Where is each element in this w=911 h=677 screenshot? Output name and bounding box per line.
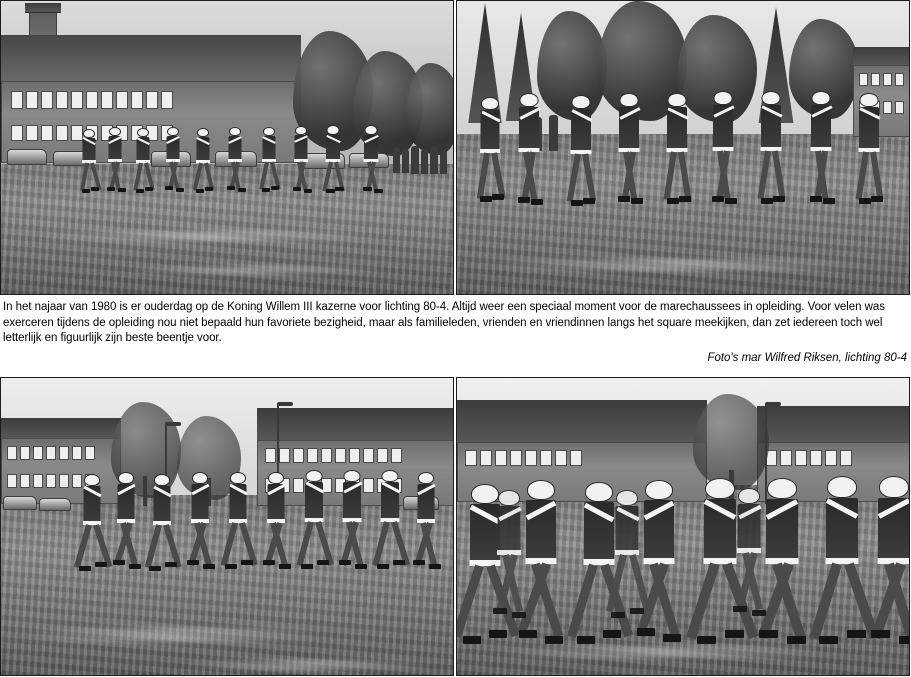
boot xyxy=(165,562,177,567)
helmet xyxy=(137,128,149,137)
wet-reflection xyxy=(121,266,381,274)
boot xyxy=(271,186,279,190)
boot xyxy=(241,560,253,565)
boot xyxy=(238,188,246,192)
window xyxy=(85,446,95,460)
soldier xyxy=(807,91,835,249)
boot xyxy=(95,562,107,567)
helmet xyxy=(860,93,879,107)
boot xyxy=(899,636,910,644)
leg xyxy=(758,151,771,199)
window xyxy=(131,91,143,109)
photo-top-left xyxy=(0,0,454,295)
window xyxy=(279,448,290,463)
building-roof xyxy=(457,400,707,444)
boot xyxy=(262,188,270,192)
window xyxy=(26,125,38,141)
spectator xyxy=(421,149,428,174)
wet-reflection xyxy=(487,259,867,271)
wet-reflection xyxy=(181,660,431,670)
photo-top-right xyxy=(456,0,910,295)
window xyxy=(840,450,852,466)
boot xyxy=(493,608,507,614)
helmet xyxy=(118,472,134,484)
helmet xyxy=(327,125,340,135)
boot xyxy=(136,189,144,193)
helmet xyxy=(762,91,781,105)
soldier xyxy=(291,126,311,210)
window xyxy=(59,474,69,488)
helmet xyxy=(365,125,378,135)
helmet xyxy=(705,478,735,499)
window-row xyxy=(265,448,402,463)
soldier xyxy=(113,472,139,634)
photo-bottom-right xyxy=(456,377,910,676)
window xyxy=(825,450,837,466)
boot xyxy=(263,560,275,565)
window xyxy=(335,448,346,463)
helmet xyxy=(154,474,170,486)
soldier xyxy=(637,480,681,674)
window xyxy=(321,448,332,463)
wet-reflection xyxy=(497,646,827,658)
window xyxy=(56,125,68,141)
boot xyxy=(205,187,213,191)
soldier xyxy=(759,478,805,674)
window xyxy=(780,450,792,466)
boot xyxy=(871,196,883,202)
helmet xyxy=(498,490,520,506)
boot xyxy=(859,198,871,204)
window xyxy=(540,450,552,466)
window xyxy=(293,448,304,463)
boot xyxy=(339,560,351,565)
window-row xyxy=(465,450,582,466)
boot xyxy=(531,199,543,205)
window xyxy=(41,125,53,141)
window-row xyxy=(765,450,852,466)
window xyxy=(895,73,904,86)
window xyxy=(555,450,567,466)
window xyxy=(116,91,128,109)
boot xyxy=(787,636,806,644)
boot xyxy=(463,636,481,644)
soldier xyxy=(259,127,279,209)
helmet xyxy=(481,97,499,110)
parked-car xyxy=(39,498,71,511)
soldier xyxy=(79,129,99,209)
window xyxy=(265,448,276,463)
soldier xyxy=(361,125,381,211)
photo-row-bottom xyxy=(0,377,911,676)
window xyxy=(101,91,113,109)
helmet xyxy=(572,95,591,109)
soldier xyxy=(519,480,563,674)
helmet xyxy=(197,128,209,137)
soldier xyxy=(515,93,543,249)
window xyxy=(7,474,17,488)
window xyxy=(895,101,904,114)
soldier xyxy=(477,97,503,247)
boot xyxy=(733,606,747,612)
window xyxy=(7,446,17,460)
helmet xyxy=(418,472,434,484)
helmet xyxy=(263,127,275,136)
parked-car xyxy=(7,149,47,165)
boot xyxy=(79,566,91,571)
boot xyxy=(196,189,204,193)
soldier xyxy=(149,474,175,634)
boot xyxy=(545,636,563,644)
boot xyxy=(145,187,153,191)
boot xyxy=(571,200,583,206)
window xyxy=(525,450,537,466)
window xyxy=(859,73,868,86)
waist-belt xyxy=(667,148,688,152)
lamp-head xyxy=(165,422,181,426)
soldier xyxy=(733,488,765,640)
helmet xyxy=(714,91,733,105)
boot xyxy=(492,194,504,200)
helmet xyxy=(192,472,208,484)
helmet xyxy=(167,127,179,136)
boot xyxy=(667,198,679,204)
window xyxy=(46,474,56,488)
spectator xyxy=(393,147,400,173)
window xyxy=(377,448,388,463)
helmet xyxy=(527,480,555,500)
window xyxy=(510,450,522,466)
spectator xyxy=(411,146,419,174)
helmet xyxy=(585,482,613,502)
helmet xyxy=(767,478,797,499)
boot xyxy=(301,564,313,569)
waist-belt xyxy=(761,147,782,151)
window xyxy=(871,73,880,86)
boot xyxy=(225,564,237,569)
photo-row-top xyxy=(0,0,911,295)
window xyxy=(883,101,892,114)
boot xyxy=(176,188,184,192)
boot xyxy=(583,198,595,204)
window xyxy=(391,448,402,463)
leg xyxy=(772,151,785,199)
window-row-upper xyxy=(11,91,173,109)
boot xyxy=(663,634,681,642)
helmet xyxy=(382,470,399,482)
boot xyxy=(712,196,724,202)
soldier xyxy=(413,472,439,634)
caption-block xyxy=(0,296,911,376)
boot xyxy=(413,560,425,565)
soldier xyxy=(709,91,737,249)
boot xyxy=(761,198,773,204)
parked-car xyxy=(3,496,37,510)
helmet xyxy=(645,480,673,500)
leg xyxy=(80,163,89,191)
boot xyxy=(429,564,441,569)
leg xyxy=(678,152,691,200)
window xyxy=(11,125,23,141)
soldier xyxy=(855,93,883,249)
boot xyxy=(697,636,716,644)
boot xyxy=(847,630,866,638)
window xyxy=(161,91,173,109)
boot xyxy=(631,198,643,204)
boot xyxy=(91,187,99,191)
boot xyxy=(480,196,492,202)
window xyxy=(465,450,477,466)
boot xyxy=(630,608,644,614)
boot xyxy=(203,564,215,569)
window xyxy=(33,446,43,460)
soldier xyxy=(819,476,865,674)
window xyxy=(26,91,38,109)
boot xyxy=(129,564,141,569)
soldier xyxy=(79,474,105,634)
boot xyxy=(810,196,822,202)
boot xyxy=(227,186,235,190)
spectator xyxy=(402,149,409,173)
window xyxy=(33,474,43,488)
soldier xyxy=(193,128,213,210)
window xyxy=(59,446,69,460)
helmet xyxy=(827,476,857,498)
boot xyxy=(679,196,691,202)
soldier xyxy=(663,93,691,249)
helmet xyxy=(520,93,539,107)
boot xyxy=(393,560,405,565)
leg xyxy=(664,152,677,200)
boot xyxy=(187,560,199,565)
wet-reflection xyxy=(21,628,321,642)
boot xyxy=(293,187,301,191)
waist-belt xyxy=(859,148,880,152)
soldier xyxy=(163,127,183,209)
window xyxy=(570,450,582,466)
boot xyxy=(107,187,115,191)
helmet xyxy=(620,93,639,107)
boot xyxy=(165,186,173,190)
window xyxy=(11,91,23,109)
helmet xyxy=(616,490,638,506)
onlooker xyxy=(549,115,558,151)
soldier xyxy=(323,125,343,211)
soldier xyxy=(611,490,643,640)
boot xyxy=(82,189,90,193)
window xyxy=(349,448,360,463)
window xyxy=(71,91,83,109)
soldier xyxy=(871,476,910,674)
boot xyxy=(335,187,344,191)
boot xyxy=(871,630,890,638)
leg xyxy=(477,153,490,199)
building-roof xyxy=(853,47,910,67)
lamp-head xyxy=(765,402,781,406)
soldier xyxy=(567,95,595,249)
soldier xyxy=(225,127,245,209)
window xyxy=(86,91,98,109)
soldier xyxy=(493,490,525,640)
waist-belt xyxy=(571,150,592,154)
soldier xyxy=(615,93,643,249)
window-row xyxy=(859,73,904,86)
building-roof xyxy=(1,418,121,440)
tree xyxy=(405,63,454,155)
spectator xyxy=(440,150,447,174)
boot xyxy=(118,188,126,192)
soldier xyxy=(187,472,213,634)
soldier xyxy=(339,470,365,634)
soldier xyxy=(105,127,125,209)
helmet xyxy=(879,476,909,498)
boot xyxy=(819,636,838,644)
helmet xyxy=(230,472,246,484)
soldier xyxy=(377,470,403,634)
boot xyxy=(377,564,389,569)
window xyxy=(363,448,374,463)
helmet xyxy=(306,470,323,482)
tower-roof xyxy=(25,3,61,13)
photo-credit: Foto's mar Wilfred Riksen, lichting 80-4 xyxy=(707,351,907,364)
soldier xyxy=(225,472,251,634)
photo-bottom-left xyxy=(0,377,454,676)
lamp-head xyxy=(277,402,293,406)
boot xyxy=(611,612,625,618)
boot xyxy=(773,196,785,202)
helmet xyxy=(295,126,307,135)
helmet xyxy=(84,474,100,486)
window xyxy=(146,91,158,109)
building-roof xyxy=(1,35,301,83)
caption-paragraph: In het najaar van 1980 is er ouderdag op de Koning Willem III kazerne voor lichting 80-4. Altijd weer een speciaal moment voor de marechaussees in opleiding. Voor velen was exerceren tijdens de opleiding nou niet bepaald hun favoriete bezigheid, maar als familieleden, vrienden en vriendinnen langs het square meekijken, dan zet iedereen toch wel letterlijk en figuurlijk zijn beste beentje voor. xyxy=(3,301,885,344)
soldier xyxy=(301,470,327,634)
boot xyxy=(577,636,595,644)
boot xyxy=(149,566,161,571)
boot xyxy=(374,189,383,193)
helmet xyxy=(109,127,121,136)
boot xyxy=(304,189,312,193)
boot xyxy=(279,564,291,569)
helmet xyxy=(268,472,284,484)
window xyxy=(46,446,56,460)
boot xyxy=(317,560,329,565)
leg xyxy=(133,163,143,191)
boot xyxy=(518,197,530,203)
boot xyxy=(618,196,630,202)
window xyxy=(307,448,318,463)
soldier xyxy=(263,472,289,634)
window xyxy=(480,450,492,466)
window xyxy=(41,91,53,109)
window xyxy=(20,474,30,488)
spectator xyxy=(430,147,438,174)
helmet xyxy=(229,127,241,136)
leg xyxy=(193,163,203,191)
soldier xyxy=(757,91,785,249)
wet-reflection xyxy=(41,231,381,241)
boot xyxy=(823,198,835,204)
boot xyxy=(512,612,526,618)
leg xyxy=(322,162,333,192)
building-roof xyxy=(257,408,454,442)
window xyxy=(810,450,822,466)
leg xyxy=(582,153,596,201)
window-row xyxy=(7,446,95,460)
leg xyxy=(567,153,581,201)
window xyxy=(72,446,82,460)
window xyxy=(883,73,892,86)
boot xyxy=(326,189,335,193)
building-roof xyxy=(757,406,910,444)
leg xyxy=(259,162,269,190)
leg xyxy=(856,152,869,200)
window xyxy=(495,450,507,466)
soldier xyxy=(133,128,153,210)
helmet xyxy=(344,470,361,482)
window xyxy=(795,450,807,466)
boot xyxy=(363,187,372,191)
boot xyxy=(752,610,766,616)
tree-trunk xyxy=(143,476,147,506)
window xyxy=(56,91,68,109)
helmet xyxy=(668,93,687,107)
leg xyxy=(870,152,883,200)
helmet xyxy=(812,91,831,105)
helmet xyxy=(738,488,760,504)
boot xyxy=(355,564,367,569)
boot xyxy=(113,560,125,565)
window xyxy=(20,446,30,460)
boot xyxy=(725,198,737,204)
